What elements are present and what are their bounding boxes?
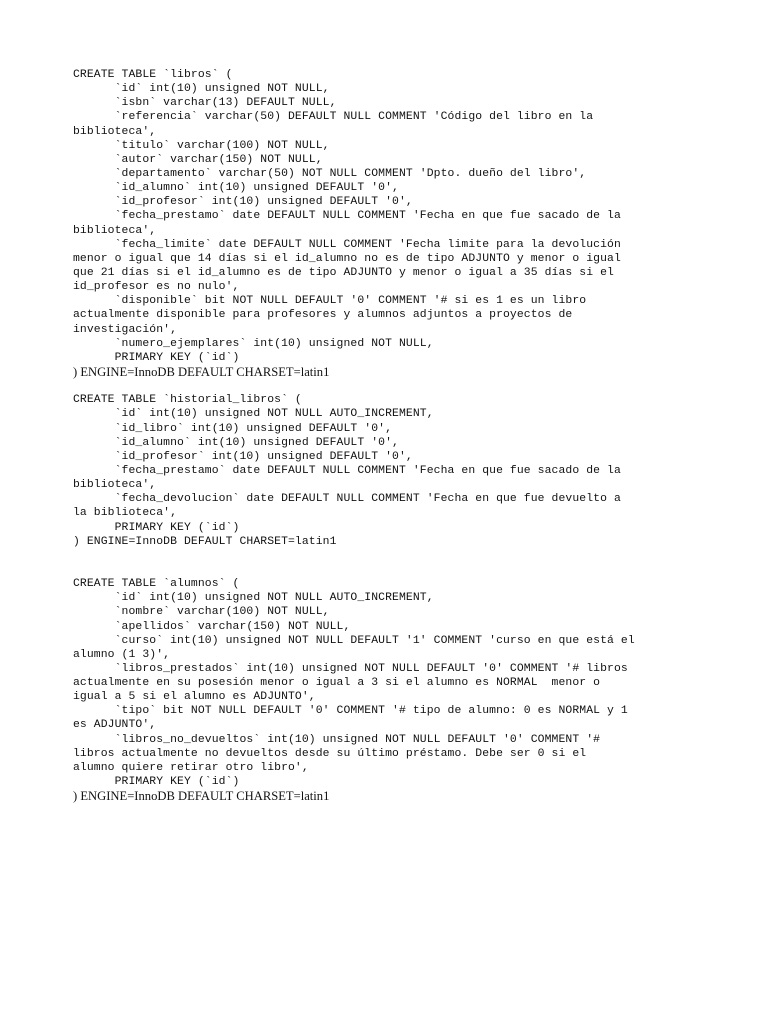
code-line: ) ENGINE=InnoDB DEFAULT CHARSET=latin1	[73, 364, 330, 379]
code-line: PRIMARY KEY (`id`)	[73, 776, 240, 789]
code-line: alumno quiere retirar otro libro',	[73, 761, 309, 774]
code-line: `id` int(10) unsigned NOT NULL AUTO_INCREMENT,	[73, 408, 434, 421]
code-line: `disponible` bit NOT NULL DEFAULT '0' COMMENT '# si es 1 es un libro	[73, 295, 587, 308]
code-line: alumno (1 3)',	[73, 648, 171, 661]
code-line: la biblioteca',	[73, 507, 178, 520]
create-table-historial-libros	[73, 393, 693, 549]
code-line: `autor` varchar(150) NOT NULL,	[73, 153, 323, 166]
code-line: `id_profesor` int(10) unsigned DEFAULT '0',	[73, 196, 413, 209]
code-line: `nombre` varchar(100) NOT NULL,	[73, 606, 330, 619]
code-line: `fecha_prestamo` date DEFAULT NULL COMMENT 'Fecha en que fue sacado de la	[73, 464, 621, 477]
code-line: `libros_prestados` int(10) unsigned NOT NULL DEFAULT '0' COMMENT '# libros	[73, 662, 628, 675]
code-line: `titulo` varchar(100) NOT NULL,	[73, 139, 330, 152]
code-line: `curso` int(10) unsigned NOT NULL DEFAULT '1' COMMENT 'curso en que está el	[73, 634, 635, 647]
code-line: actualmente disponible para profesores y alumnos adjuntos a proyectos de	[73, 309, 573, 322]
code-line: `fecha_limite` date DEFAULT NULL COMMENT 'Fecha limite para la devolución	[73, 238, 621, 251]
create-table-alumnos	[73, 577, 693, 803]
code-line: que 21 días si el id_alumno es de tipo ADJUNTO y menor o igual a 35 días si el	[73, 266, 614, 279]
code-line: `apellidos` varchar(150) NOT NULL,	[73, 620, 351, 633]
code-line: `id_libro` int(10) unsigned DEFAULT '0',	[73, 422, 393, 435]
code-line: PRIMARY KEY (`id`)	[73, 351, 240, 364]
code-line: CREATE TABLE `historial_libros` (	[73, 394, 302, 407]
code-line: id_profesor es no nulo',	[73, 281, 240, 294]
code-line: biblioteca',	[73, 479, 157, 492]
code-line: libros actualmente no devueltos desde su último préstamo. Debe ser 0 si el	[73, 747, 587, 760]
code-line: `fecha_prestamo` date DEFAULT NULL COMMENT 'Fecha en que fue sacado de la	[73, 210, 621, 223]
code-line: ) ENGINE=InnoDB DEFAULT CHARSET=latin1	[73, 535, 337, 548]
code-line: es ADJUNTO',	[73, 719, 157, 732]
code-line: CREATE TABLE `alumnos` (	[73, 578, 240, 591]
code-line: actualmente en su posesión menor o igual a 3 si el alumno es NORMAL menor o	[73, 677, 601, 690]
code-line: PRIMARY KEY (`id`)	[73, 521, 240, 534]
code-line: `departamento` varchar(50) NOT NULL COMMENT 'Dpto. dueño del libro',	[73, 167, 587, 180]
code-line: `id` int(10) unsigned NOT NULL AUTO_INCREMENT,	[73, 592, 434, 605]
code-line: menor o igual que 14 días si el id_alumno no es de tipo ADJUNTO y menor o igual	[73, 252, 621, 265]
code-line: biblioteca',	[73, 224, 157, 237]
code-line: `referencia` varchar(50) DEFAULT NULL COMMENT 'Código del libro en la	[73, 111, 594, 124]
create-table-libros	[73, 68, 693, 379]
code-line: `tipo` bit NOT NULL DEFAULT '0' COMMENT '# tipo de alumno: 0 es NORMAL y 1	[73, 705, 628, 718]
code-line: `numero_ejemplares` int(10) unsigned NOT NULL,	[73, 337, 434, 350]
document-page	[73, 68, 693, 817]
code-line: CREATE TABLE `libros` (	[73, 69, 233, 81]
code-line: `isbn` varchar(13) DEFAULT NULL,	[73, 97, 337, 110]
code-line: ) ENGINE=InnoDB DEFAULT CHARSET=latin1	[73, 789, 330, 804]
code-line: `fecha_devolucion` date DEFAULT NULL COMMENT 'Fecha en que fue devuelto a	[73, 493, 621, 506]
code-line: `id_alumno` int(10) unsigned DEFAULT '0',	[73, 182, 399, 195]
code-line: igual a 5 si el alumno es ADJUNTO',	[73, 691, 316, 704]
code-line: investigación',	[73, 323, 178, 336]
code-line: `id` int(10) unsigned NOT NULL,	[73, 83, 330, 96]
code-line: biblioteca',	[73, 125, 157, 138]
code-line: `libros_no_devueltos` int(10) unsigned NOT NULL DEFAULT '0' COMMENT '#	[73, 733, 601, 746]
code-line: `id_alumno` int(10) unsigned DEFAULT '0',	[73, 436, 399, 449]
code-line: `id_profesor` int(10) unsigned DEFAULT '0',	[73, 450, 413, 463]
